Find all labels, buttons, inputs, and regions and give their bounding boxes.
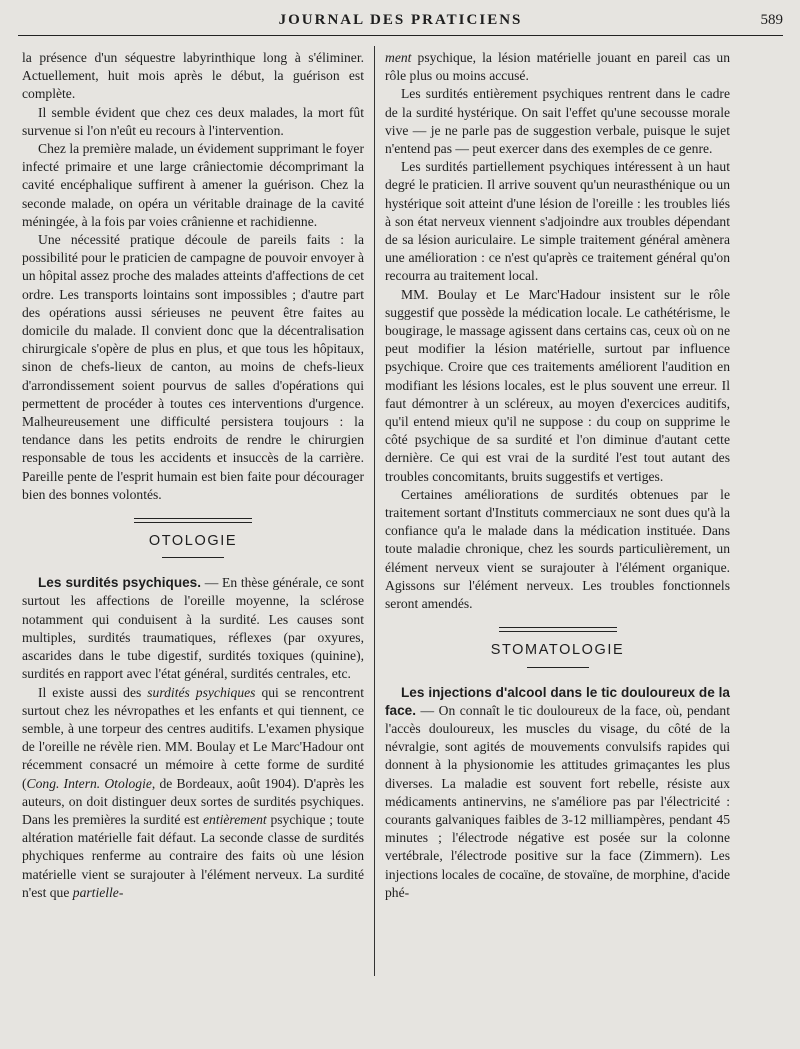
paragraph: Il semble évident que chez ces deux malades, la mort fût survenue si l'on n'eût eu recours à l'intervention. [22,104,364,138]
paragraph [385,49,730,85]
italic-run: ment [385,50,412,65]
section-rule [499,627,617,632]
section-rule [162,557,224,558]
section-otologie [22,518,364,558]
italic-run: surdités psychiques [147,684,256,700]
text-run: psychique, la lésion matérielle jouant en pareil cas un rôle plus ou moins accusé. [385,50,731,84]
paragraph: Chez la première malade, un évidement supprimant le foyer infecté primaire et une large crâniectomie décomprimant la cavité encéphalique suffirent à amener la guérison. Chez la seconde malade, on opéra un véritable drainage de la cavité méningée, à la fois par voies crânienne et rachidienne. [22,141,364,229]
running-title: JOURNAL DES PRATICIENS [278,12,523,28]
article-heading: Les surdités psychiques. [38,575,202,591]
text-run: psychique ; toute altération matérielle fait défaut. La seconde classe de surdités phychiques renferme au contraire des faits où une lésion matérielle vient se surajouter à l'élément nerveux. La surdité n'est que [22,811,365,900]
paragraph: Les surdités entièrement psychiques rentrent dans le cadre de la surdité hystérique. On sait l'effet qu'une secousse morale vive — je ne parle pas de suggestion verbale, puisque le sujet n'entend pas — peut exercer dans des exemples de ce genre. [385,86,730,157]
text-run: qui se rencontrent surtout chez les névropathes et les enfants et qui tiennent, ce semble, à une torpeur des centres auditifs. L'examen physique de l'oreille ne révèle rien. MM. Boulay et Le Marc'Hadour ont récemment consacré un mémoire à cette forme de surdité ( [22,684,364,791]
section-title: OTOLOGIE [148,533,238,550]
page-number: 589 [760,12,783,28]
article-heading: Les injections d'alcool dans le tic douloureux de la face. [385,684,730,718]
article-paragraph [22,684,364,902]
section-rule [527,667,589,668]
article-paragraph [22,574,364,683]
paragraph: Certaines améliorations de surdités obtenues par le traitement sortant d'Instituts commerciaux ne sont dues qu'à la confiance qu'a le malade dans la médication instituée. Dans toute maladie chronique, chez les sourds particulièrement, un élément nerveux vient se surajouter à l'élément organique. Agissons sur l'élément nerveux. Les troubles fonctionnels seront amendés. [385,486,730,612]
article-paragraph [385,684,730,902]
paragraph: Les surdités partiellement psychiques intéressent à un haut degré le praticien. Il arrive souvent qu'un neurasthénique ou un hystérique soit atteint d'une lésion de l'oreille : les troubles liés à son état nerveux viennent s'adjoindre aux troubles dépendant de sa lésion auriculaire. Le simple traitement général amènera une amélioration : ce n'est qu'après ce traitement général qu'on recourra au traitement local. [385,159,730,284]
paragraph: la présence d'un séquestre labyrinthique long à s'éliminer. Actuellement, huit mois après le début, la guérison est complète. [22,50,364,102]
article-text: — On connaît le tic douloureux de la face, où, pendant l'accès douloureux, les muscles du visage, du côté de la névralgie, sont agités de mouvements convulsifs rapides qui donnent à la physionomie les attitudes grimaçantes les plus diverses. La maladie est souvent fort rebelle, résiste aux médicaments antinervins, ne s'améliore pas par l'électricité : courants galvaniques faibles de 3-12 milliampères, pendant 45 minutes ; l'électrode négative est posée sur la colonne vertébrale, l'électrode positive sur la face (Zimmern). Les injections locales de cocaïne, de stovaïne, de morphine, d'acide phé- [385,702,730,900]
text-run: Il existe aussi des [38,684,142,700]
italic-run: Cong. Intern. Otologie [26,775,152,791]
italic-run: partielle- [72,884,124,900]
section-title: STOMATOLOGIE [490,642,625,659]
paragraph: MM. Boulay et Le Marc'Hadour insistent sur le rôle suggestif que possède la médication locale. Le cathétérisme, le bougirage, le massage agissent dans certains cas, ceux où on ne peut modifier la lésion matérielle, surtout par influence psychique. Croire que ces traitements améliorent l'audition en modifiant les lésions locales, est le plus souvent une erreur. Il faut démontrer à un scléreux, au moyen d'exercices auditifs, qu'il entend mieux qu'il ne suppose : du coup on supprime le côté psychique de sa surdité et l'on diminue d'autant cette dernière. Ce qui est vrai de la surdité l'est tout autant des troubles concomitants, bruits suggestifs et vertiges. [385,286,731,484]
right-column [385,49,730,902]
column-divider [374,46,375,976]
italic-run: entièrement [203,811,267,827]
section-stomatologie [385,627,730,667]
section-rule [134,518,252,523]
left-column [22,49,364,902]
text-run: , de Bordeaux, août 1904). D'après les auteurs, on doit distinguer deux sortes de surdités psychiques. Dans les premières la surdité est [22,775,364,827]
paragraph: Une nécessité pratique découle de pareils faits : la possibilité pour le praticien de campagne de pouvoir envoyer à un hôpital assez proche des malades atteints d'affections de cet ordre. Les transports lointains sont impossibles ; d'autre part des opérations aussi sérieuses ne peuvent être faites au domicile du malade. Il convient donc que la décentralisation chirurgicale s'opère de plus en plus, et que tous les hôpitaux, sinon de chefs-lieux de canton, au moins de chefs-lieux d'arrondissement soient pourvus de salles d'opérations qui permettent de procéder à toutes ces interventions d'urgence. Malheureusement une difficulté persistera toujours : la tendance dans les petits endroits de rendre le chirurgien responsable de tous les accidents et insuccès de la carrière. Pareille pente de l'esprit humain est bien faite pour décourager bien des bonnes volontés. [22,232,364,502]
header-rule [18,35,783,36]
article-text: — En thèse générale, ce sont surtout les affections de l'oreille moyenne, la sclérose notamment qui conduisent à la surdité. Les causes sont multiples, surdités traumatiques, réflexes (par oxyures, ascarides dans le tube digestif, surdités toxiques (quinine), surdités en rapport avec l'état général, surdités centrales, etc. [22,575,364,682]
